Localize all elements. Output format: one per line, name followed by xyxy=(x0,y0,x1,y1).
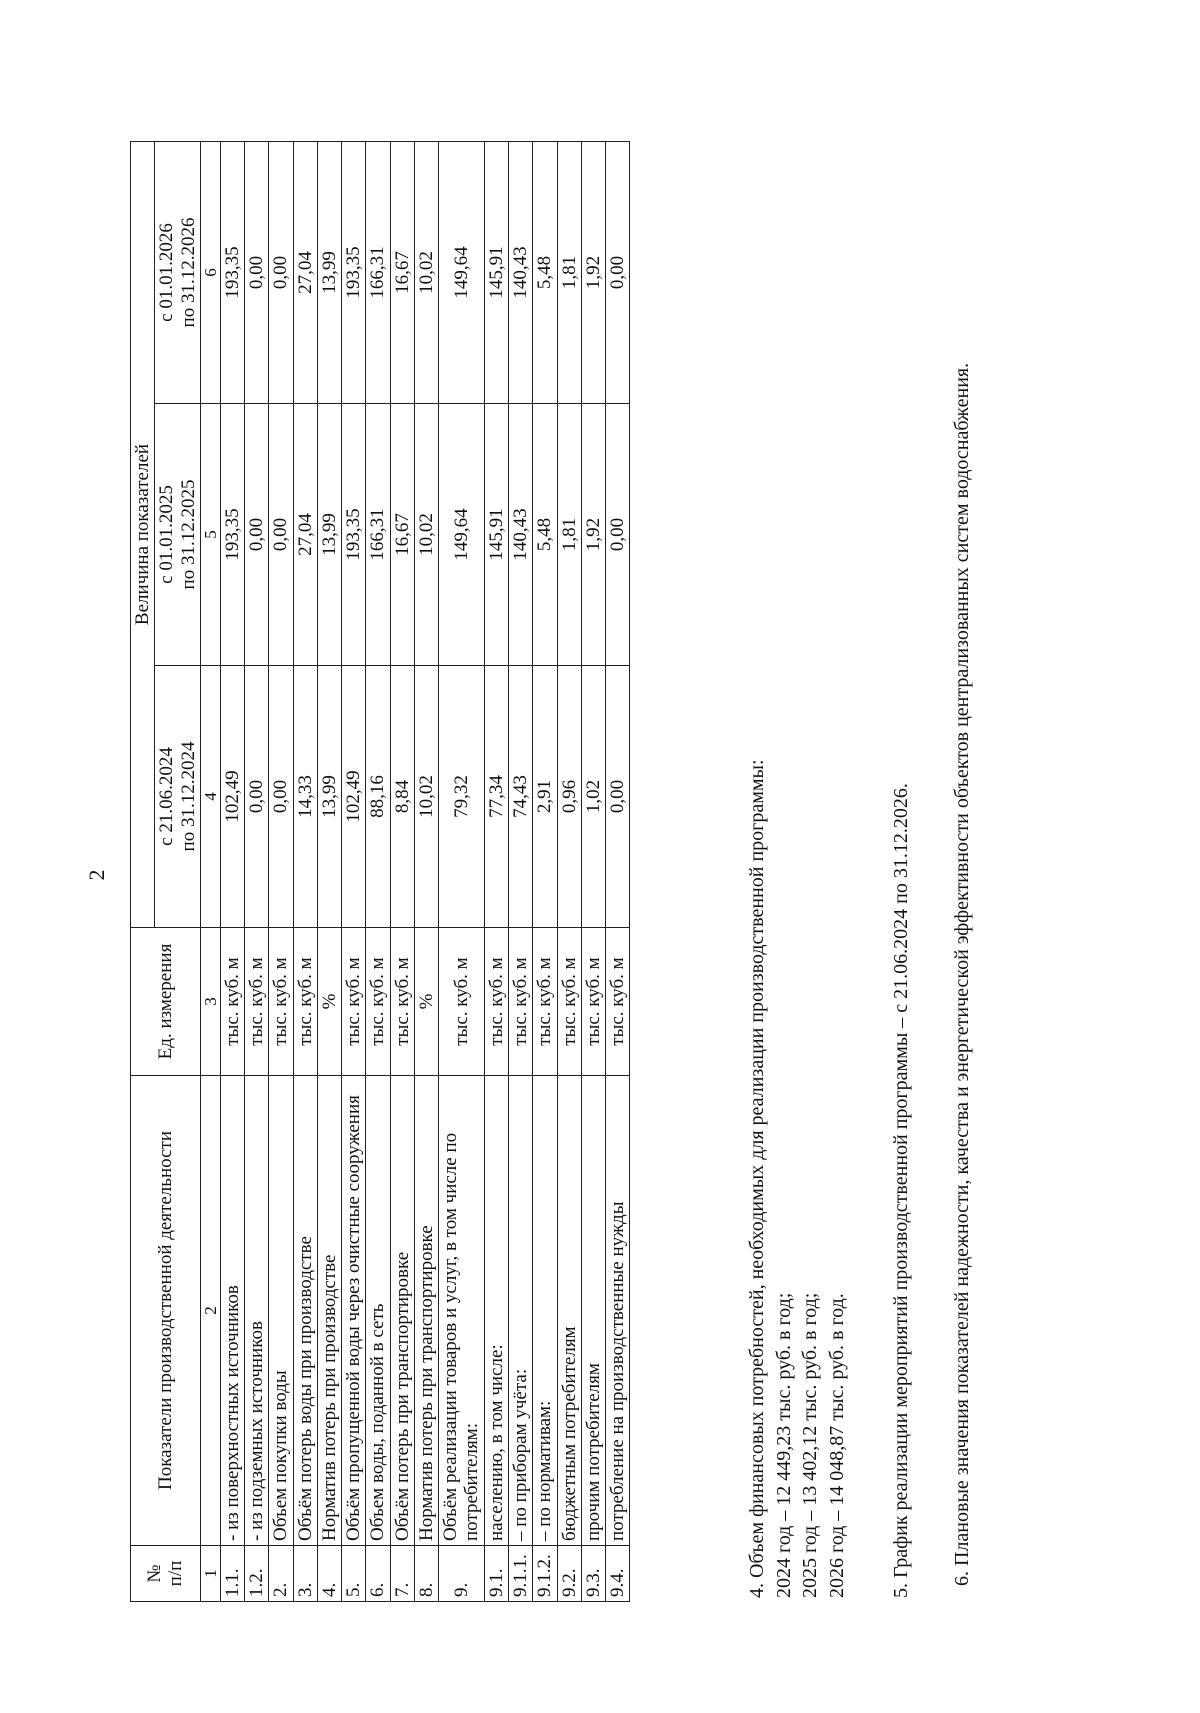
notes-section xyxy=(744,158,976,1598)
financial-needs-2026: 2026 год – 14 048,87 тыс. руб. в год. xyxy=(825,1293,848,1598)
row-value-2024: 102,49 xyxy=(220,666,244,928)
row-value-2026: 0,00 xyxy=(245,141,269,403)
row-value-2026: 10,02 xyxy=(414,141,438,403)
row-value-2026: 27,04 xyxy=(293,141,317,403)
header-period-2: с 01.01.2025 по 31.12.2025 xyxy=(155,404,201,666)
row-number: 8. xyxy=(414,1546,438,1602)
table-row xyxy=(293,141,317,1601)
table-row xyxy=(269,141,293,1601)
table-row xyxy=(606,141,630,1601)
page-number: 2 xyxy=(84,869,109,881)
header-name: Показатели производственной деятельности xyxy=(131,1076,201,1546)
row-value-2024: 2,91 xyxy=(533,666,557,928)
table-row xyxy=(557,141,581,1601)
row-unit: тыс. куб. м xyxy=(342,928,366,1076)
row-value-2026: 0,00 xyxy=(606,141,630,403)
row-unit: тыс. куб. м xyxy=(220,928,244,1076)
row-value-2026: 145,91 xyxy=(484,141,508,403)
row-value-2024: 88,16 xyxy=(366,666,390,928)
row-value-2024: 0,00 xyxy=(269,666,293,928)
row-value-2026: 140,43 xyxy=(509,141,533,403)
row-value-2025: 166,31 xyxy=(366,404,390,666)
row-unit: % xyxy=(414,928,438,1076)
row-value-2024: 0,96 xyxy=(557,666,581,928)
table-row xyxy=(390,141,414,1601)
row-value-2024: 79,32 xyxy=(439,666,485,928)
row-value-2025: 193,35 xyxy=(220,404,244,666)
row-value-2024: 8,84 xyxy=(390,666,414,928)
table-row xyxy=(220,141,244,1601)
index-cell: 2 xyxy=(200,1076,220,1546)
row-value-2026: 166,31 xyxy=(366,141,390,403)
row-value-2024: 1,02 xyxy=(581,666,605,928)
row-name: – по приборам учёта: xyxy=(509,1076,533,1546)
row-unit: тыс. куб. м xyxy=(390,928,414,1076)
row-value-2026: 193,35 xyxy=(342,141,366,403)
row-unit: тыс. куб. м xyxy=(606,928,630,1076)
table-row xyxy=(245,141,269,1601)
row-value-2024: 102,49 xyxy=(342,666,366,928)
row-value-2026: 5,48 xyxy=(533,141,557,403)
row-name: населению, в том числе: xyxy=(484,1076,508,1546)
row-number: 9.2. xyxy=(557,1546,581,1602)
row-value-2025: 140,43 xyxy=(509,404,533,666)
row-value-2024: 0,00 xyxy=(245,666,269,928)
row-value-2024: 13,99 xyxy=(317,666,341,928)
header-num: № п/п xyxy=(131,1546,201,1602)
row-value-2026: 1,92 xyxy=(581,141,605,403)
table-row xyxy=(533,141,557,1601)
indicators-table xyxy=(130,141,630,1602)
row-value-2025: 13,99 xyxy=(317,404,341,666)
row-value-2026: 193,35 xyxy=(220,141,244,403)
header-period-1: с 21.06.2024 по 31.12.2024 xyxy=(155,666,201,928)
row-value-2025: 16,67 xyxy=(390,404,414,666)
reliability-indicators-paragraph: 6. Плановые значения показателей надежности, качества и энергетической эффективности объектов централизованных систем водоснабжения. xyxy=(950,362,973,1586)
row-name: Объём реализации товаров и услуг, в том числе по потребителям: xyxy=(439,1076,485,1546)
row-name: Норматив потерь при транспортировке xyxy=(414,1076,438,1546)
row-unit: тыс. куб. м xyxy=(581,928,605,1076)
row-name: – по нормативам: xyxy=(533,1076,557,1546)
row-value-2026: 0,00 xyxy=(269,141,293,403)
index-cell: 3 xyxy=(200,928,220,1076)
row-number: 9.1. xyxy=(484,1546,508,1602)
rotated-page xyxy=(84,140,1030,1610)
table-row xyxy=(581,141,605,1601)
table-row xyxy=(342,141,366,1601)
row-name: прочим потребителям xyxy=(581,1076,605,1546)
row-value-2024: 14,33 xyxy=(293,666,317,928)
financial-needs-2025: 2025 год – 13 402,12 тыс. руб. в год; xyxy=(799,1292,822,1598)
row-number: 3. xyxy=(293,1546,317,1602)
row-number: 9. xyxy=(439,1546,485,1602)
row-unit: тыс. куб. м xyxy=(293,928,317,1076)
index-cell: 6 xyxy=(200,141,220,403)
header-group: Величина показателей xyxy=(131,141,155,927)
row-value-2025: 145,91 xyxy=(484,404,508,666)
row-number: 4. xyxy=(317,1546,341,1602)
schedule-paragraph: 5. График реализации мероприятий производственной программы – с 21.06.2024 по 31.12.2026. xyxy=(890,783,913,1598)
row-value-2025: 0,00 xyxy=(606,404,630,666)
row-unit: тыс. куб. м xyxy=(366,928,390,1076)
row-value-2026: 149,64 xyxy=(439,141,485,403)
row-name: Объем воды, поданной в сеть xyxy=(366,1076,390,1546)
row-value-2025: 149,64 xyxy=(439,404,485,666)
row-unit: % xyxy=(317,928,341,1076)
row-number: 2. xyxy=(269,1546,293,1602)
row-value-2025: 10,02 xyxy=(414,404,438,666)
row-unit: тыс. куб. м xyxy=(245,928,269,1076)
row-value-2025: 0,00 xyxy=(269,404,293,666)
row-number: 9.3. xyxy=(581,1546,605,1602)
row-number: 1.1. xyxy=(220,1546,244,1602)
row-value-2024: 74,43 xyxy=(509,666,533,928)
index-cell: 4 xyxy=(200,666,220,928)
row-value-2025: 27,04 xyxy=(293,404,317,666)
row-number: 9.1.1. xyxy=(509,1546,533,1602)
table-row xyxy=(509,141,533,1601)
row-number: 9.1.2. xyxy=(533,1546,557,1602)
index-cell: 1 xyxy=(200,1546,220,1602)
row-name: - из поверхностных источников xyxy=(220,1076,244,1546)
table-row xyxy=(317,141,341,1601)
financial-needs-heading: 4. Объем финансовых потребностей, необходимых для реализации производственной программы: xyxy=(746,759,768,1598)
row-number: 5. xyxy=(342,1546,366,1602)
row-value-2026: 16,67 xyxy=(390,141,414,403)
row-value-2024: 77,34 xyxy=(484,666,508,928)
table-row xyxy=(484,141,508,1601)
row-name: потребление на производственные нужды xyxy=(606,1076,630,1546)
row-name: Объём потерь воды при производстве xyxy=(293,1076,317,1546)
row-number: 1.2. xyxy=(245,1546,269,1602)
row-value-2024: 10,02 xyxy=(414,666,438,928)
row-name: - из подземных источников xyxy=(245,1076,269,1546)
financial-needs-2024: 2024 год – 12 449,23 тыс. руб. в год; xyxy=(772,1292,795,1598)
table-row xyxy=(439,141,485,1601)
table-row xyxy=(414,141,438,1601)
row-value-2025: 5,48 xyxy=(533,404,557,666)
table-row xyxy=(366,141,390,1601)
row-unit: тыс. куб. м xyxy=(557,928,581,1076)
header-unit: Ед. измерения xyxy=(131,928,201,1076)
row-unit: тыс. куб. м xyxy=(439,928,485,1076)
row-value-2025: 193,35 xyxy=(342,404,366,666)
row-name: Объём пропущенной воды через очистные сооружения xyxy=(342,1076,366,1546)
row-number: 9.4. xyxy=(606,1546,630,1602)
row-number: 7. xyxy=(390,1546,414,1602)
header-period-3: с 01.01.2026 по 31.12.2026 xyxy=(155,141,201,403)
row-value-2026: 1,81 xyxy=(557,141,581,403)
row-value-2025: 1,92 xyxy=(581,404,605,666)
row-unit: тыс. куб. м xyxy=(533,928,557,1076)
row-unit: тыс. куб. м xyxy=(269,928,293,1076)
index-cell: 5 xyxy=(200,404,220,666)
row-unit: тыс. куб. м xyxy=(484,928,508,1076)
row-name: Объем покупки воды xyxy=(269,1076,293,1546)
row-value-2025: 1,81 xyxy=(557,404,581,666)
row-name: бюджетным потребителям xyxy=(557,1076,581,1546)
row-number: 6. xyxy=(366,1546,390,1602)
row-name: Объём потерь при транспортировке xyxy=(390,1076,414,1546)
row-value-2025: 0,00 xyxy=(245,404,269,666)
row-name: Норматив потерь при производстве xyxy=(317,1076,341,1546)
row-value-2026: 13,99 xyxy=(317,141,341,403)
row-value-2024: 0,00 xyxy=(606,666,630,928)
row-unit: тыс. куб. м xyxy=(509,928,533,1076)
